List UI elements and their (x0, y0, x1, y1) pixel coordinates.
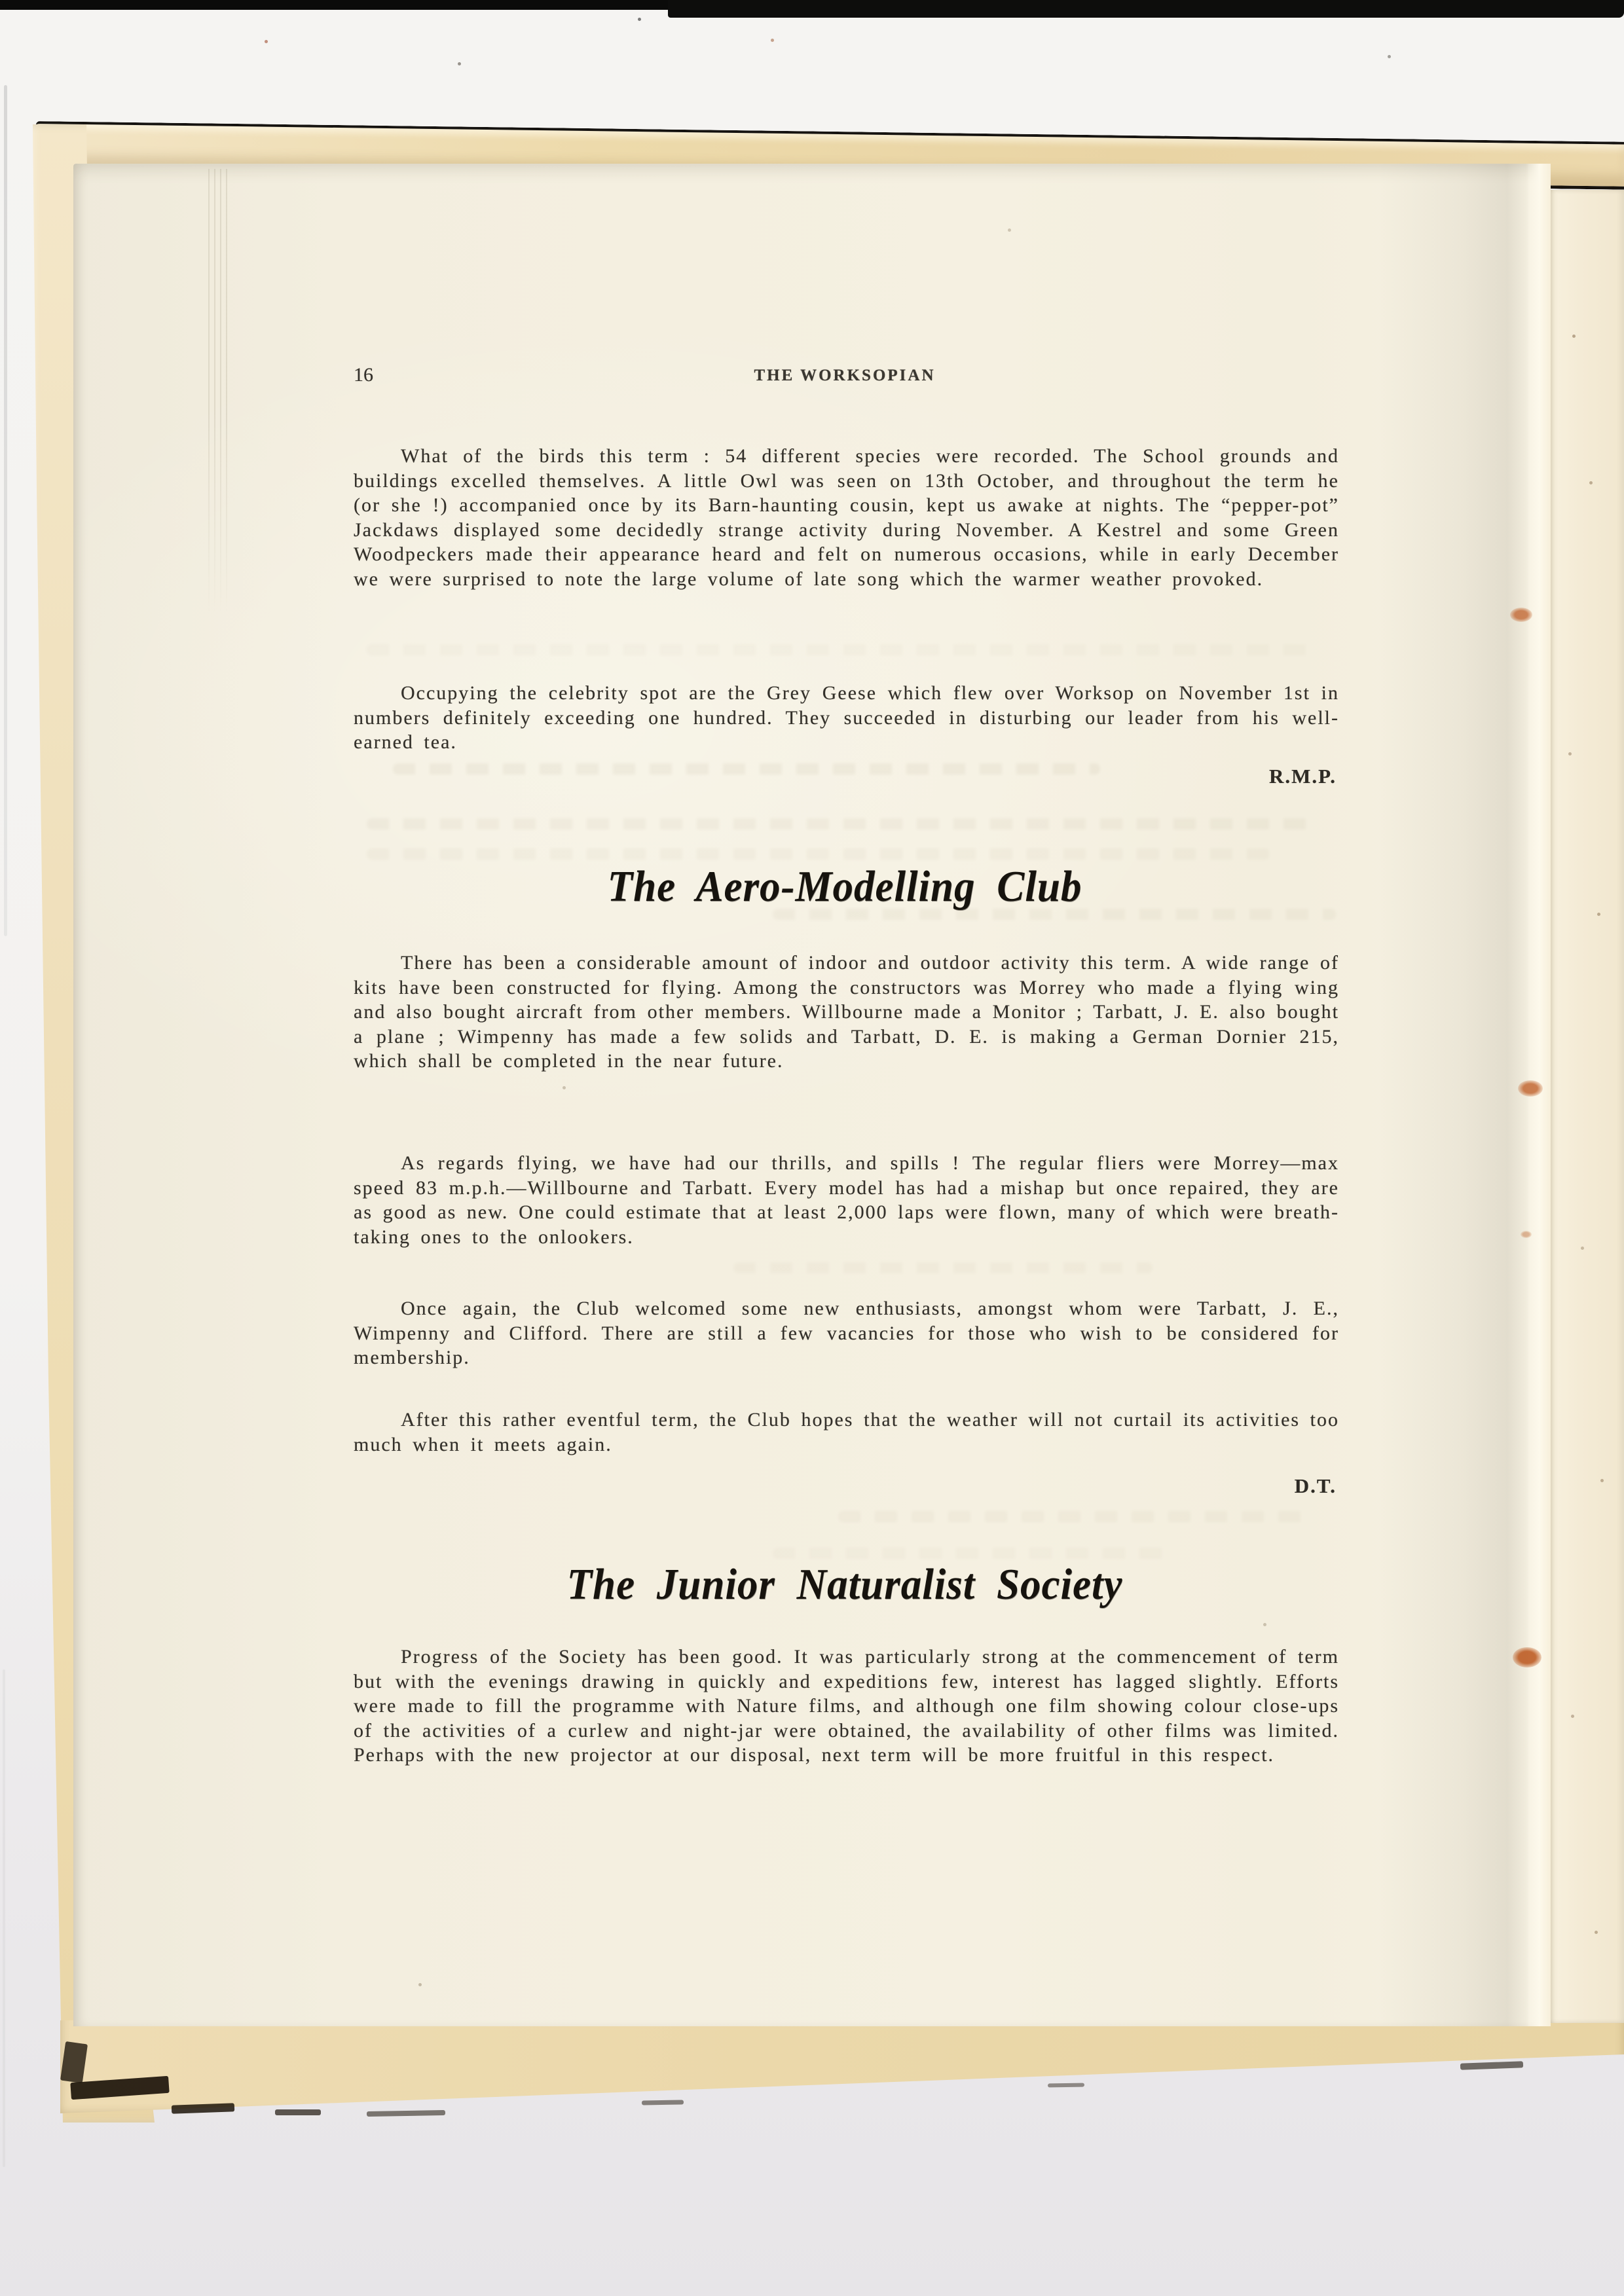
rust-spot (1521, 1231, 1532, 1238)
paragraph-aero-4: After this rather eventful term, the Club hopes that the weather will not curtail its activities too much when it meets again. (354, 1409, 1339, 1455)
paragraph-aero-2: As regards flying, we have had our thrills, and spills ! The regular fliers were Morrey—max speed 83 m.p.h.—Willbourne and Tarbatt. Every model has had a mishap but once repaired, they are as good as new. One could estimate that at least 2,000 laps were flown, many of which were breath-taking ones to the onlookers. (354, 1152, 1339, 1248)
bleed-through-ghost-text (733, 1262, 1153, 1273)
cover-tear-mark (1048, 2083, 1084, 2088)
bleed-through-ghost-text (773, 1548, 1166, 1559)
bleed-through-ghost-text (773, 909, 1336, 920)
scan-artifact-line (3, 1669, 5, 2167)
running-head: THE WORKSOPIAN (754, 367, 936, 384)
dust-specks (0, 0, 2, 2)
rust-spot (1513, 1647, 1541, 1667)
page-stack-fore-edge (1549, 190, 1624, 2023)
page-number: 16 (354, 364, 373, 386)
section-heading-aero-modelling-club: The Aero-Modelling Club (607, 862, 1082, 911)
scan-artifact-line (4, 85, 7, 936)
paragraph-birds-2: Occupying the celebrity spot are the Grey Geese which flew over Worksop on November 1st in numbers definitely exceeding one hundred. They succeeded in disturbing our leader from his well-earned tea. (354, 682, 1339, 753)
bleed-through-ghost-text (367, 818, 1310, 829)
paragraph-birds-1: What of the birds this term : 54 different species were recorded. The School grounds and buildings excelled themselves. A little Owl was seen on 13th October, and throughout the term he (or she !) accompanied once by its Barn-haunting cousin, kept us awake at nights. The “pepper-pot” Jackdaws displayed some decidedly strange activity during November. A Kestrel and some Green Woodpeckers made their appearance heard and felt on numerous occasions, while in early December we were surprised to note the large volume of late song which the warmer weather provoked. (354, 445, 1339, 590)
scanner-lid-shadow-bar-right (668, 0, 1624, 18)
cover-tear-mark (275, 2109, 321, 2115)
sheet-edge-lines (208, 169, 231, 614)
bleed-through-ghost-text (393, 763, 1100, 774)
section-heading-junior-naturalist-society: The Junior Naturalist Society (566, 1559, 1123, 1609)
paragraph-aero-3: Once again, the Club welcomed some new enthusiasts, amongst whom were Tarbatt, J. E., Wimpenny and Clifford. There are still a few vacancies for those who wish to be considered for membership. (354, 1298, 1339, 1368)
paragraph-aero-1: There has been a considerable amount of indoor and outdoor activity this term. A wide range of kits have been constructed for flying. Among the constructors was Morrey who made a flying wing and also bought aircraft from other members. Willbourne made a Monitor ; Tarbatt, J. E. also bought a plane ; Wimpenny has made a few solids and Tarbatt, D. E. is making a German Dornier 215, which shall be completed in the near future. (354, 952, 1339, 1072)
signature-dt: D.T. (1294, 1474, 1337, 1497)
paragraph-junior-1: Progress of the Society has been good. It was particularly strong at the commencement of term but with the evenings drawing in quickly and expeditions few, interest has lagged slightly. Efforts were made to fill the programme with Nature films, and although one film showing colour close-ups of the activities of a curlew and night-jar were obtained, the availability of other films was limited. Perhaps with the new projector at our disposal, next term will be more fruitful in this respect. (354, 1646, 1339, 1766)
rust-spot (1510, 608, 1532, 622)
cover-tear-mark (642, 2100, 684, 2105)
rust-spot (1518, 1080, 1543, 1097)
signature-rmp: R.M.P. (1269, 765, 1337, 788)
bleed-through-ghost-text (367, 644, 1316, 655)
bleed-through-ghost-text (838, 1511, 1310, 1522)
bleed-through-ghost-text (367, 848, 1270, 860)
